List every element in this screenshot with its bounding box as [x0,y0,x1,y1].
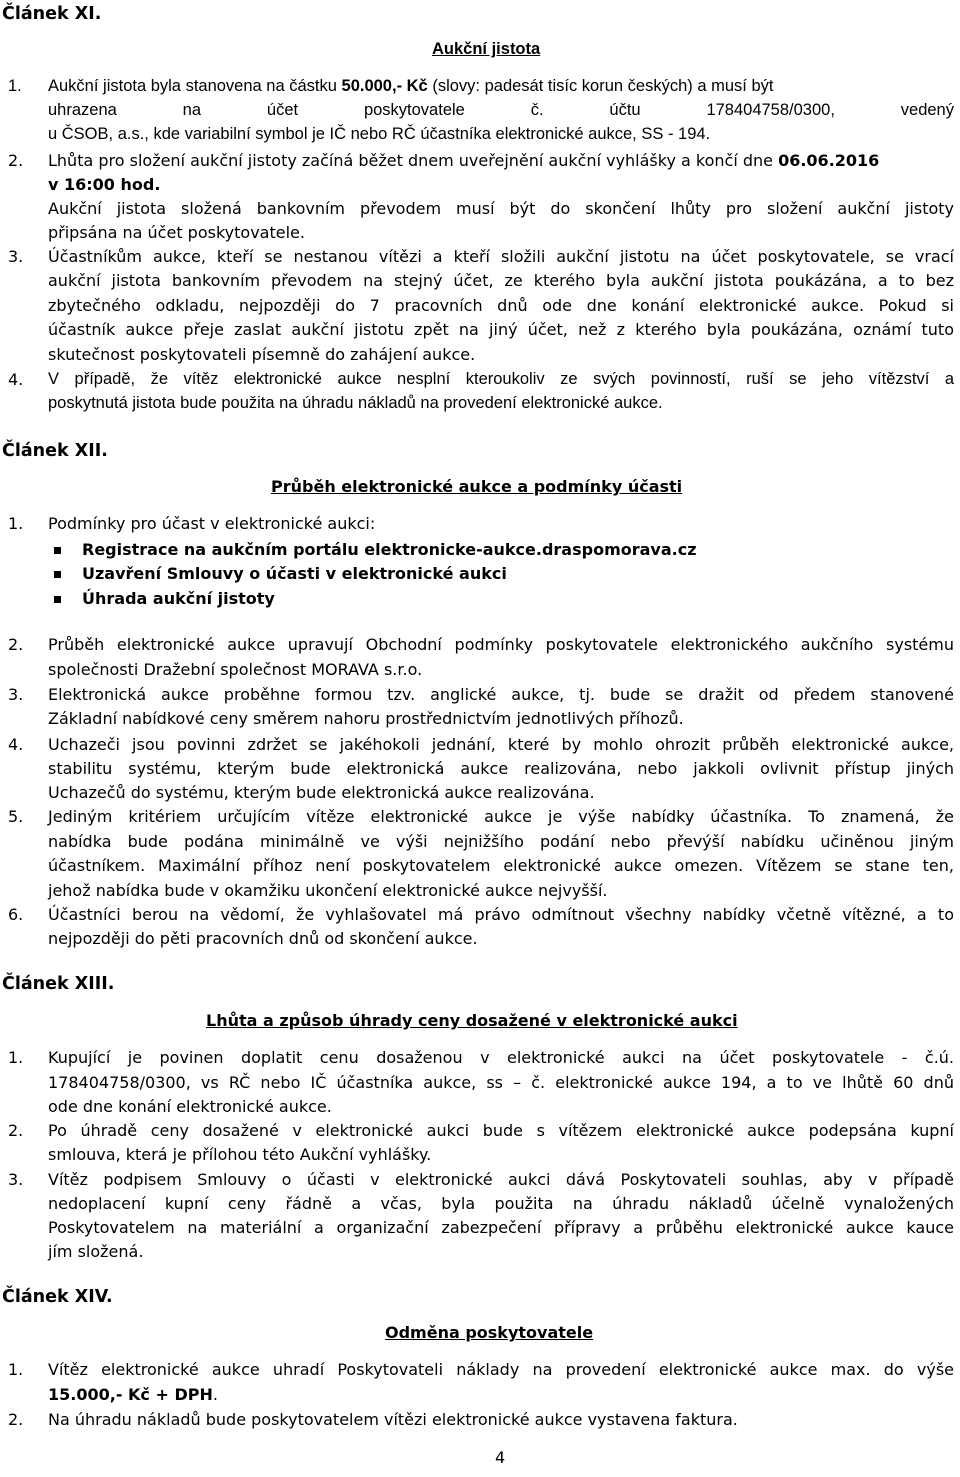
article-xiii-heading: Článek XIII. [2,974,115,994]
paragraph-line: Aukční jistota složená bankovním převodem musí být do skončení lhůty pro složení aukční jistoty [48,199,954,218]
paragraph-line: skutečnost poskytovateli písemně do zahájení aukce. [48,345,476,364]
paragraph-line: nejpozději do pěti pracovních dnů od skončení aukce. [48,929,478,948]
article-xii-title: Průběh elektronické aukce a podmínky účasti [271,477,683,496]
list-number: 2. [8,151,24,170]
list-number: 2. [8,1410,24,1429]
paragraph-line: Aukční jistota byla stanovena na částku 50.000,- Kč (slovy: padesát tisíc korun českých) a musí být [48,77,774,95]
paragraph-line: Účastníci berou na vědomí, že vyhlašovatel má právo odmítnout všechny nabídky včetně vítězné, a to [48,905,954,924]
list-number: 4. [8,735,24,754]
paragraph-line: Poskytovatelem na materiální a organizační zabezpečení přípravy a průběhu elektronické aukce kauce [48,1218,954,1237]
paragraph-line: nedoplacení kupní ceny řádně a včas, byla použita na úhradu nákladů účelně vynaložených [48,1194,954,1213]
paragraph-line: Uchazeči jsou povinni zdržet se jakéhokoli jednání, které by mohlo ohrozit průběh elektronické aukce, [48,735,954,754]
article-xiii-title: Lhůta a způsob úhrady ceny dosažené v elektronické aukci [206,1011,738,1030]
list-number: 1. [8,77,22,95]
list-number: 3. [8,1170,24,1189]
paragraph-line: Vítěz elektronické aukce uhradí Poskytovateli náklady na provedení elektronické aukce max. do výše [48,1360,954,1379]
paragraph-line: účastníkem. Maximální příhoz není poskytovatelem elektronické aukce omezen. Vítězem se stane ten, [48,856,954,875]
paragraph-line: 178404758/0300, vs RČ nebo IČ účastníka aukce, ss – č. elektronické aukce 194, a to ve lhůtě 60 dnů [48,1073,954,1092]
list-number: 1. [8,1360,24,1379]
paragraph-line: Jediným kritériem určujícím vítěze elektronické aukce je výše nabídky účastníka. To znamená, že [48,807,954,826]
bullet-square-icon [54,571,61,578]
paragraph-line: v 16:00 hod. [48,175,161,194]
bullet-item: Úhrada aukční jistoty [54,587,275,610]
paragraph-line: poskytnutá jistota bude použita na úhradu nákladů na provedení elektronické aukce. [48,394,663,412]
paragraph-line: Na úhradu nákladů bude poskytovatelem vítězi elektronické aukce vystavena faktura. [48,1410,738,1429]
paragraph-line: uhrazena na účet poskytovatele č. účtu 178404758/0300, vedený [48,101,954,119]
paragraph-line: smlouva, která je přílohou této Aukční vyhlášky. [48,1145,432,1164]
paragraph-line: Průběh elektronické aukce upravují Obchodní podmínky poskytovatele elektronického aukčního systému [48,635,954,654]
paragraph-line: společnosti Dražební společnost MORAVA s.r.o. [48,660,423,679]
paragraph-line: připsána na účet poskytovatele. [48,223,305,242]
paragraph-line: zbytečného odkladu, nejpozději do 7 pracovních dnů ode dne konání elektronické aukce. Pokud si [48,296,954,315]
paragraph-line: jehož nabídka bude v okamžiku ukončení elektronické aukce nejvyšší. [48,881,608,900]
paragraph-line: nabídka bude podána minimálně ve výši nejnižšího podání nebo převýší nabídku učiněnou jiným [48,832,954,851]
bullet-square-icon [54,547,61,554]
bullet-item: Registrace na aukčním portálu elektronicke-aukce.draspomorava.cz [54,538,697,561]
article-xii-heading: Článek XII. [2,441,108,461]
page-number: 4 [495,1448,506,1467]
paragraph-line: aukční jistota bankovním převodem na stejný účet, ze kterého byla aukční jistota poukázána, a to bez [48,271,954,290]
article-xiv-title: Odměna poskytovatele [385,1323,594,1342]
paragraph-line: ode dne konání elektronické aukce. [48,1097,332,1116]
article-xiv-heading: Článek XIV. [2,1287,113,1307]
paragraph-line: Po úhradě ceny dosažené v elektronické aukci bude s vítězem elektronické aukce podepsána kupní [48,1121,954,1140]
paragraph-line: u ČSOB, a.s., kde variabilní symbol je IČ nebo RČ účastníka elektronické aukce, SS - 194. [48,125,711,143]
paragraph-line: Elektronická aukce proběhne formou tzv. anglické aukce, tj. bude se dražit od předem stanovené [48,685,954,704]
paragraph-line: účastník aukce přeje zaslat aukční jistotu zpět na jiný účet, než z kterého byla poukázána, oznámí tuto [48,320,954,339]
bullet-square-icon [54,596,61,603]
list-number: 2. [8,635,24,654]
paragraph-line: Vítěz podpisem Smlouvy o účasti v elektronické aukci dává Poskytovateli souhlas, aby v případě [48,1170,954,1189]
paragraph-line: Účastníkům aukce, kteří se nestanou vítězi a kteří složili aukční jistotu na účet poskytovatele, se vrací [48,247,954,266]
list-number: 4. [8,370,24,389]
list-number: 1. [8,1048,24,1067]
paragraph-line: jím složená. [48,1242,144,1261]
paragraph-line: Základní nabídkové ceny směrem nahoru prostřednictvím jednotlivých příhozů. [48,709,684,728]
paragraph-line: V případě, že vítěz elektronické aukce nesplní kteroukoliv ze svých povinností, ruší se jeho vítězství a [48,370,954,388]
paragraph-line: stabilitu systému, kterým bude elektronická aukce realizována, nebo jakkoli ovlivnit přístup jiných [48,759,954,778]
paragraph-line: Uchazečů do systému, kterým bude elektronická aukce realizována. [48,783,595,802]
paragraph-line: Lhůta pro složení aukční jistoty začíná běžet dnem uveřejnění aukční vyhlášky a končí dne 06.06.2016 [48,151,880,170]
article-xi-heading: Článek XI. [2,4,102,24]
paragraph-line: Podmínky pro účast v elektronické aukci: [48,514,376,533]
list-number: 5. [8,807,24,826]
list-number: 6. [8,905,24,924]
list-number: 3. [8,685,24,704]
list-number: 2. [8,1121,24,1140]
paragraph-line: 15.000,- Kč + DPH. [48,1385,218,1404]
paragraph-line: Kupující je povinen doplatit cenu dosaženou v elektronické aukci na účet poskytovatele - č.ú. [48,1048,954,1067]
article-xi-title: Aukční jistota [432,40,541,58]
list-number: 3. [8,247,24,266]
bullet-item: Uzavření Smlouvy o účasti v elektronické aukci [54,562,507,585]
list-number: 1. [8,514,24,533]
